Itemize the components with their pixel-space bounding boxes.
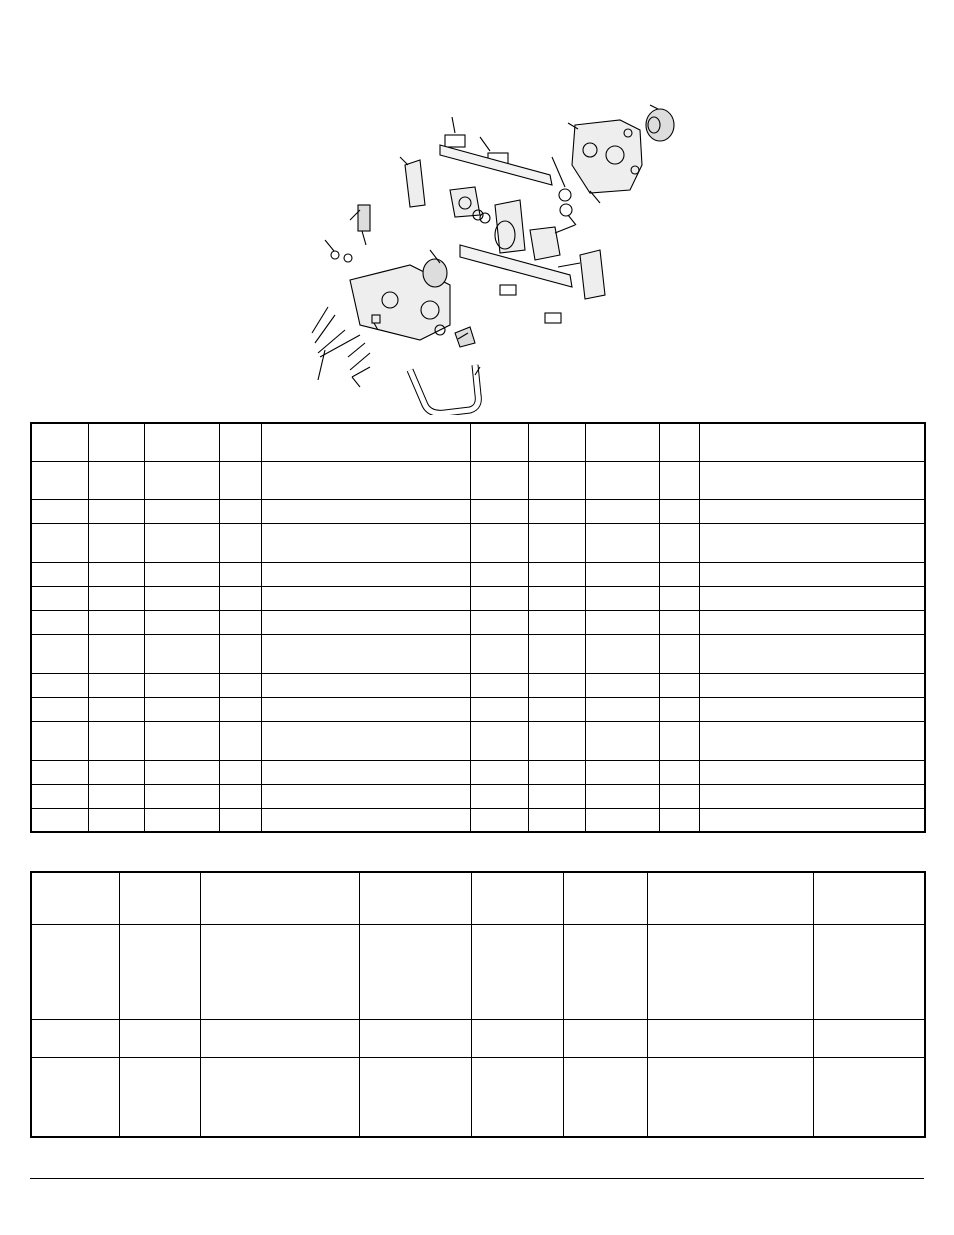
- table-cell: [144, 562, 219, 586]
- table-cell: [31, 562, 88, 586]
- table-cell: [585, 634, 659, 673]
- table-cell: [261, 721, 470, 760]
- table-cell: [31, 760, 88, 784]
- table-cell: [261, 499, 470, 523]
- table-cell: [585, 423, 659, 461]
- table-cell: [699, 760, 925, 784]
- table-cell: [200, 1057, 359, 1137]
- table-cell: [31, 423, 88, 461]
- table-cell: [31, 499, 88, 523]
- table-cell: [585, 808, 659, 832]
- table-cell: [659, 586, 699, 610]
- table-cell: [585, 760, 659, 784]
- table-cell: [699, 634, 925, 673]
- table-cell: [261, 423, 470, 461]
- table-cell: [119, 924, 200, 1019]
- table-cell: [659, 673, 699, 697]
- table-cell: [31, 586, 88, 610]
- table-cell: [585, 784, 659, 808]
- table-cell: [88, 562, 144, 586]
- table-cell: [585, 586, 659, 610]
- table-cell: [470, 423, 528, 461]
- table-cell: [699, 499, 925, 523]
- table-cell: [563, 872, 647, 924]
- table-cell: [144, 499, 219, 523]
- table-cell: [585, 461, 659, 499]
- table-cell: [31, 523, 88, 562]
- table-cell: [261, 610, 470, 634]
- table-cell: [31, 784, 88, 808]
- table-cell: [359, 1019, 471, 1057]
- table-cell: [470, 760, 528, 784]
- table-row: [31, 423, 925, 461]
- table-cell: [88, 784, 144, 808]
- table-cell: [699, 697, 925, 721]
- table-cell: [528, 586, 585, 610]
- table-cell: [699, 673, 925, 697]
- table-cell: [88, 586, 144, 610]
- table-cell: [528, 673, 585, 697]
- table-cell: [470, 562, 528, 586]
- table-cell: [144, 721, 219, 760]
- table-cell: [563, 1019, 647, 1057]
- table-cell: [470, 634, 528, 673]
- table-cell: [659, 523, 699, 562]
- table-cell: [471, 1057, 563, 1137]
- table-cell: [659, 808, 699, 832]
- table-cell: [470, 523, 528, 562]
- table-cell: [119, 1057, 200, 1137]
- table-cell: [144, 461, 219, 499]
- table-cell: [200, 872, 359, 924]
- table-cell: [699, 784, 925, 808]
- table-row: [31, 697, 925, 721]
- table-cell: [585, 673, 659, 697]
- table-cell: [647, 872, 813, 924]
- table-cell: [88, 610, 144, 634]
- table-cell: [528, 562, 585, 586]
- table-cell: [699, 610, 925, 634]
- table-cell: [471, 924, 563, 1019]
- table-cell: [647, 924, 813, 1019]
- table-cell: [144, 697, 219, 721]
- table-cell: [219, 523, 261, 562]
- table-cell: [31, 721, 88, 760]
- table-cell: [88, 499, 144, 523]
- table-cell: [31, 461, 88, 499]
- table-row: [31, 461, 925, 499]
- table-cell: [219, 697, 261, 721]
- table-cell: [261, 523, 470, 562]
- table-cell: [261, 673, 470, 697]
- table-cell: [699, 562, 925, 586]
- table-cell: [219, 461, 261, 499]
- table-cell: [470, 673, 528, 697]
- table-cell: [261, 461, 470, 499]
- table-row: [31, 784, 925, 808]
- table-cell: [88, 634, 144, 673]
- table-cell: [261, 784, 470, 808]
- table-cell: [88, 461, 144, 499]
- table-cell: [585, 562, 659, 586]
- table-cell: [813, 924, 925, 1019]
- table-row: [31, 586, 925, 610]
- table-cell: [261, 562, 470, 586]
- table-cell: [528, 423, 585, 461]
- table-cell: [31, 808, 88, 832]
- table-cell: [813, 1057, 925, 1137]
- footer-rule: [30, 1178, 924, 1179]
- table-cell: [470, 586, 528, 610]
- table-row: [31, 1019, 925, 1057]
- table-cell: [528, 760, 585, 784]
- table-cell: [219, 610, 261, 634]
- table-cell: [359, 924, 471, 1019]
- table-row: [31, 523, 925, 562]
- table-cell: [659, 562, 699, 586]
- repair-kit-table: [30, 871, 926, 1138]
- table-cell: [144, 784, 219, 808]
- table-cell: [88, 808, 144, 832]
- table-cell: [31, 1019, 119, 1057]
- table-cell: [528, 784, 585, 808]
- table-cell: [528, 634, 585, 673]
- table-cell: [31, 1057, 119, 1137]
- table-cell: [528, 499, 585, 523]
- table-cell: [647, 1019, 813, 1057]
- table-cell: [219, 721, 261, 760]
- table-cell: [88, 697, 144, 721]
- table-cell: [88, 673, 144, 697]
- table-cell: [563, 1057, 647, 1137]
- table-cell: [659, 423, 699, 461]
- table-cell: [659, 784, 699, 808]
- parts-list-table: [30, 422, 926, 833]
- table-cell: [585, 610, 659, 634]
- table-cell: [144, 673, 219, 697]
- table-cell: [699, 721, 925, 760]
- table-cell: [699, 808, 925, 832]
- table-cell: [31, 924, 119, 1019]
- table-cell: [219, 673, 261, 697]
- table-cell: [88, 523, 144, 562]
- table-cell: [219, 760, 261, 784]
- table-cell: [261, 634, 470, 673]
- table-cell: [699, 586, 925, 610]
- table-row: [31, 499, 925, 523]
- table-cell: [699, 461, 925, 499]
- table-cell: [813, 872, 925, 924]
- table-cell: [470, 610, 528, 634]
- table-cell: [470, 784, 528, 808]
- table-cell: [659, 697, 699, 721]
- table-cell: [470, 499, 528, 523]
- parts-list-body: [31, 423, 925, 832]
- table-cell: [528, 523, 585, 562]
- table-row: [31, 872, 925, 924]
- table-cell: [585, 499, 659, 523]
- table-cell: [659, 634, 699, 673]
- table-cell: [219, 634, 261, 673]
- table-row: [31, 1057, 925, 1137]
- table-row: [31, 634, 925, 673]
- table-cell: [471, 1019, 563, 1057]
- table-cell: [261, 760, 470, 784]
- table-cell: [144, 634, 219, 673]
- table-cell: [585, 697, 659, 721]
- table-cell: [144, 423, 219, 461]
- table-cell: [88, 760, 144, 784]
- table-cell: [359, 872, 471, 924]
- table-cell: [659, 461, 699, 499]
- table-row: [31, 610, 925, 634]
- table-cell: [528, 461, 585, 499]
- table-cell: [88, 721, 144, 760]
- table-cell: [585, 523, 659, 562]
- table-cell: [119, 872, 200, 924]
- table-cell: [144, 586, 219, 610]
- table-cell: [699, 423, 925, 461]
- table-cell: [261, 697, 470, 721]
- table-cell: [470, 721, 528, 760]
- table-cell: [219, 562, 261, 586]
- table-cell: [471, 872, 563, 924]
- table-cell: [659, 610, 699, 634]
- table-cell: [470, 697, 528, 721]
- table-cell: [31, 697, 88, 721]
- table-cell: [813, 1019, 925, 1057]
- repair-kit-body: [31, 872, 925, 1137]
- table-cell: [88, 423, 144, 461]
- table-cell: [144, 760, 219, 784]
- table-cell: [261, 586, 470, 610]
- table-row: [31, 721, 925, 760]
- pump-assembly-drawing: [290, 95, 710, 415]
- table-cell: [144, 610, 219, 634]
- table-cell: [31, 872, 119, 924]
- table-cell: [219, 784, 261, 808]
- table-cell: [144, 808, 219, 832]
- table-row: [31, 673, 925, 697]
- table-cell: [659, 721, 699, 760]
- table-cell: [144, 523, 219, 562]
- table-cell: [528, 808, 585, 832]
- table-cell: [470, 461, 528, 499]
- table-cell: [647, 1057, 813, 1137]
- table-cell: [219, 586, 261, 610]
- table-cell: [585, 721, 659, 760]
- table-cell: [528, 697, 585, 721]
- table-cell: [31, 673, 88, 697]
- table-row: [31, 562, 925, 586]
- table-cell: [659, 499, 699, 523]
- table-cell: [261, 808, 470, 832]
- table-cell: [528, 610, 585, 634]
- table-cell: [219, 499, 261, 523]
- table-row: [31, 924, 925, 1019]
- exploded-parts-diagram: [290, 95, 710, 415]
- table-cell: [31, 634, 88, 673]
- table-cell: [219, 423, 261, 461]
- table-cell: [219, 808, 261, 832]
- table-cell: [563, 924, 647, 1019]
- table-cell: [31, 610, 88, 634]
- table-cell: [699, 523, 925, 562]
- table-cell: [200, 924, 359, 1019]
- table-cell: [528, 721, 585, 760]
- table-cell: [200, 1019, 359, 1057]
- table-cell: [359, 1057, 471, 1137]
- table-row: [31, 808, 925, 832]
- table-cell: [659, 760, 699, 784]
- table-row: [31, 760, 925, 784]
- table-cell: [470, 808, 528, 832]
- table-cell: [119, 1019, 200, 1057]
